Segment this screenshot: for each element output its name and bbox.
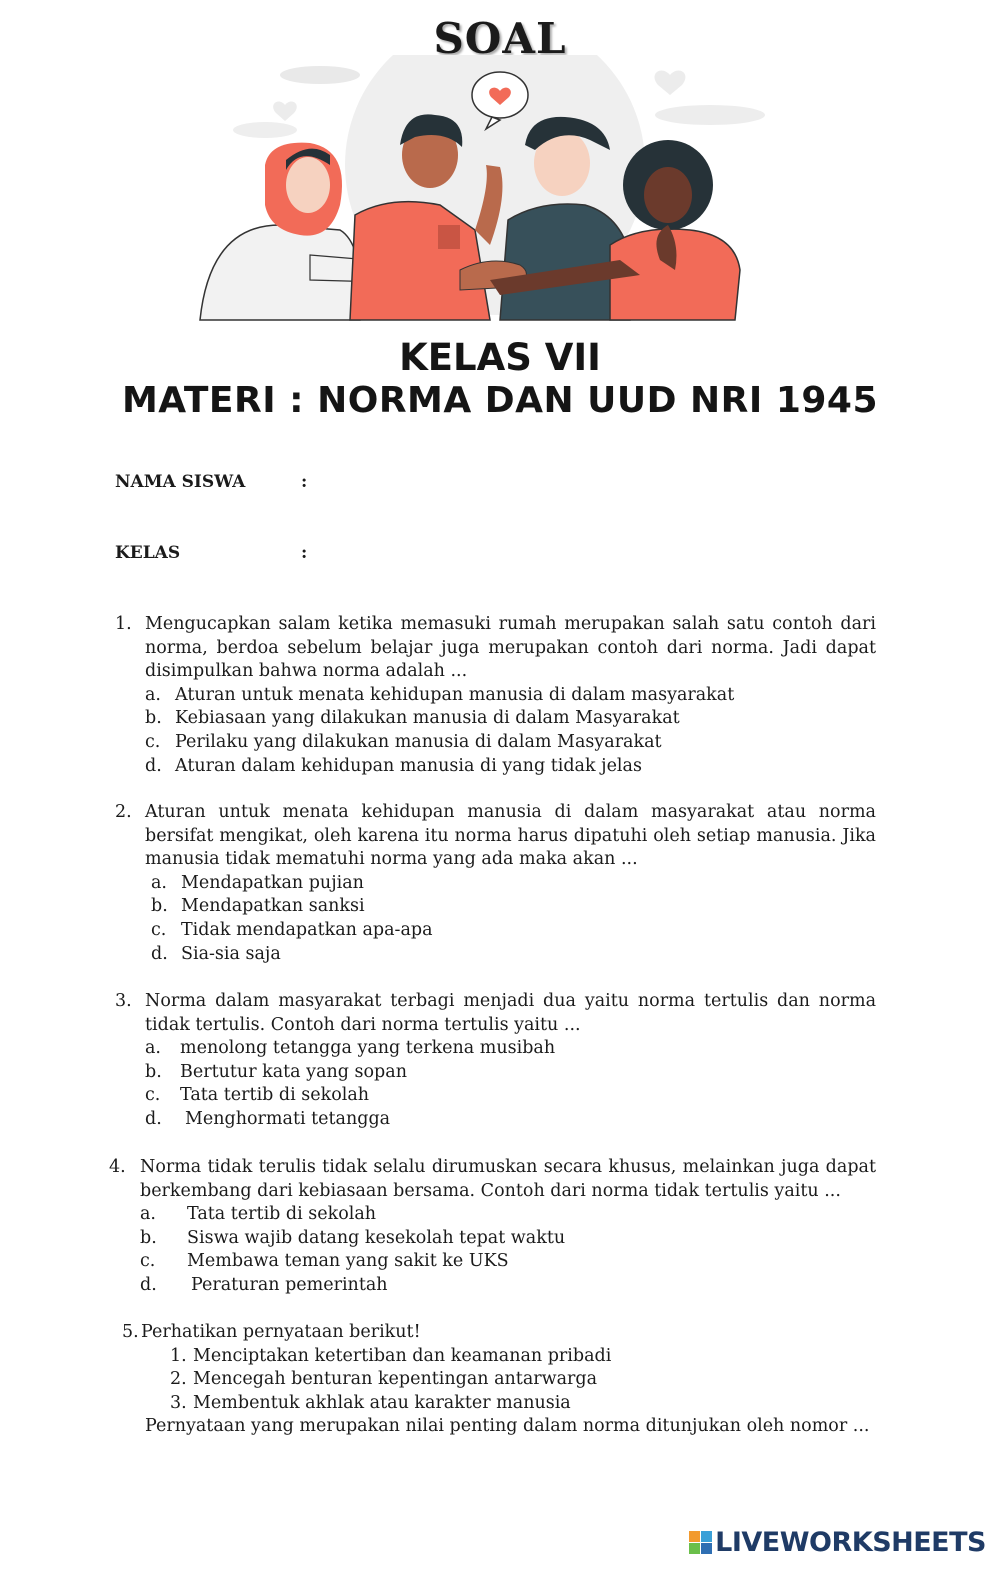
statement-text: Menciptakan ketertiban dan keamanan pribadi [193,1345,612,1366]
class-label: KELAS [115,543,181,563]
option[interactable] [145,707,876,731]
option-letter: c. [151,919,167,940]
student-name-label: NAMA SISWA [115,472,246,492]
question-stem-line [122,1321,876,1345]
statement-text: Membentuk akhlak atau karakter manusia [193,1392,571,1413]
option[interactable] [145,872,876,896]
option-text: Peraturan pemerintah [191,1274,388,1295]
option[interactable] [140,1250,876,1274]
option-letter: b. [145,1061,162,1082]
student-name-field [115,472,308,492]
question-4 [109,1156,876,1298]
question-text: Norma tidak terulis tidak selalu dirumuskan secara khusus, melainkan juga dapat berkembang dari kebiasaan bersama. Contoh dari norma tidak tertulis yaitu ... [140,1157,876,1201]
class-field [115,543,308,563]
statement-number: 1. [170,1345,187,1366]
option-text: Aturan dalam kehidupan manusia di yang tidak jelas [175,755,642,776]
closing-text: Pernyataan yang merupakan nilai penting dalam norma ditunjukan oleh nomor ... [145,1416,870,1437]
option[interactable] [145,943,876,967]
option-text: Aturan untuk menata kehidupan manusia di dalam masyarakat [175,684,735,705]
question-text: Aturan untuk menata kehidupan manusia di dalam masyarakat atau norma bersifat mengikat, oleh karena itu norma harus dipatuhi oleh setiap manusia. Jika manusia tidak mematuhi norma yang ada maka akan ... [145,802,876,870]
option[interactable] [145,895,876,919]
option-letter: b. [151,896,168,917]
option-letter: d. [145,1108,162,1129]
question-3 [115,990,876,1132]
question-text: Perhatikan pernyataan berikut! [141,1322,421,1342]
class-heading: KELAS VII [399,336,601,379]
student-name-colon: : [301,472,308,492]
option[interactable] [145,1084,876,1108]
statement-number: 2. [170,1369,187,1390]
option-letter: a. [140,1204,156,1225]
page-title: SOAL [433,14,567,63]
option-text: Perilaku yang dilakukan manusia di dalam Masyarakat [175,731,662,752]
option[interactable] [145,919,876,943]
option[interactable] [145,1061,876,1085]
liveworksheets-brand[interactable] [689,1524,986,1560]
option-letter: d. [145,755,162,776]
option-text: Tidak mendapatkan apa-apa [181,919,433,940]
option-letter: d. [151,943,168,964]
question-text: Mengucapkan salam ketika memasuki rumah merupakan salah satu contoh dari norma, berdoa sebelum belajar juga merupakan contoh dari norma. Jadi dapat disimpulkan bahwa norma adalah ... [145,614,876,682]
option[interactable] [145,755,876,779]
option-letter: c. [145,731,161,752]
option-text: Mendapatkan sanksi [181,896,365,917]
question-number: 2. [115,802,132,822]
question-1 [115,613,876,778]
question-text: Norma dalam masyarakat terbagi menjadi dua yaitu norma tertulis dan norma tidak tertulis. Contoh dari norma tertulis yaitu ... [145,991,876,1035]
question-number: 4. [109,1157,126,1177]
statement [122,1368,876,1392]
people-illustration [190,55,790,325]
statement [122,1345,876,1369]
option-text: Mendapatkan pujian [181,872,364,893]
option-letter: a. [145,684,161,705]
closing-line [122,1415,876,1439]
option[interactable] [145,1037,876,1061]
option-text: Sia-sia saja [181,943,281,964]
class-colon: : [301,543,308,563]
option-letter: a. [151,872,167,893]
option[interactable] [145,684,876,708]
option-text: menolong tetangga yang terkena musibah [180,1038,556,1059]
question-2 [115,801,876,966]
option-text: Membawa teman yang sakit ke UKS [187,1251,509,1272]
option-text: Tata tertib di sekolah [187,1204,377,1225]
option-letter: b. [145,708,162,729]
option-letter: a. [145,1038,161,1059]
question-number: 1. [115,614,132,634]
question-5 [122,1321,876,1439]
option[interactable] [140,1227,876,1251]
option[interactable] [145,731,876,755]
option-letter: d. [140,1274,157,1295]
option[interactable] [140,1274,876,1298]
option-letter: c. [140,1251,156,1272]
question-number: 3. [115,991,132,1011]
option[interactable] [145,1108,876,1132]
question-number: 5. [122,1322,139,1342]
option-letter: c. [145,1085,161,1106]
brand-text: LIVEWORKSHEETS [715,1526,986,1558]
material-heading: MATERI : NORMA DAN UUD NRI 1945 [121,380,879,421]
statement-text: Mencegah benturan kepentingan antarwarga [193,1369,598,1390]
option-letter: b. [140,1227,157,1248]
option-text: Menghormati tetangga [185,1108,391,1129]
option-text: Siswa wajib datang kesekolah tepat waktu [187,1227,566,1248]
option-text: Tata tertib di sekolah [180,1085,370,1106]
option-text: Kebiasaan yang dilakukan manusia di dalam Masyarakat [175,708,680,729]
option-text: Bertutur kata yang sopan [180,1061,407,1082]
liveworksheets-logo-icon [689,1531,712,1554]
statement [122,1392,876,1416]
option[interactable] [140,1203,876,1227]
statement-number: 3. [170,1392,187,1413]
